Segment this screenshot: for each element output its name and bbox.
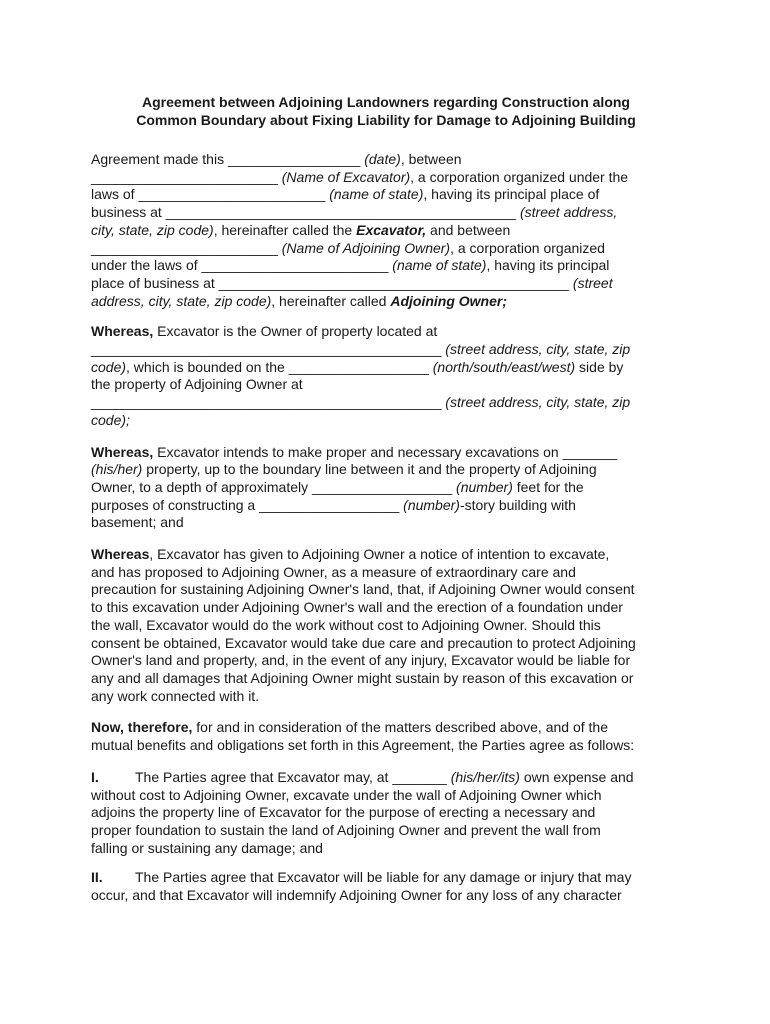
- clause-1: I. The Parties agree that Excavator may, at _______ (his/her/its) own expense and without cost to Adjoining Owner, excavate under the wall of Adjoining Owner which adjoins the property line of Excavator for the purpose of erecting a necessary and proper foundation to sustain the land of Adjoining Owner and prevent the wall from falling or sustaining any damage; and: [91, 768, 634, 856]
- parties-paragraph: Agreement made this _________________ (date), between ________________________ (Name of Excavator), a corporation organized under the laws of ________________________ (name of state), having its principal place of business at _____________________________________________ (street address, city, state, zip code), hereinafter called the Excavator, and between ________________________ (Name of Adjoining Owner), a corporation organized under the laws of ________________________ (name of state), having its principal place of business at _____________________________________________ (street address, city, state, zip code), hereinafter called Adjoining Owner;: [91, 151, 629, 309]
- whereas-notice-paragraph: Whereas, Excavator has given to Adjoining Owner a notice of intention to excavate, and has proposed to Adjoining Owner, as a measure of extraordinary care and precaution for sustaining Adjoining Owner's land, that, if Adjoining Owner would consent to this excavation under Adjoining Owner's wall and the erection of a foundation under the wall, Excavator would do the work without cost to Adjoining Owner. Should this consent be obtained, Excavator would take due care and precaution to protect Adjoining Owner's land and property, and, in the event of any injury, Excavator would be liable for any and all damages that Adjoining Owner might sustain by reason of this excavation or any work connected with it.: [91, 546, 636, 704]
- pronoun-blank[interactable]: _______: [562, 443, 618, 460]
- adjoining-property-address-blank[interactable]: _____________________________________________: [91, 394, 442, 411]
- direction-blank[interactable]: __________________: [288, 358, 429, 375]
- adjoining-owner-name-blank[interactable]: ________________________: [91, 239, 278, 256]
- whereas-excavation-paragraph: Whereas, Excavator intends to make proper and necessary excavations on _______ (his/her) property, up to the boundary line between it and the property of Adjoining Owner, to a depth of approximately __________________ (number) feet for the purposes of constructing a __________________ (number)-story building with basement; and: [91, 443, 618, 531]
- document-page: [91, 93, 681, 905]
- whereas-property-paragraph: Whereas, Excavator is the Owner of property located at _____________________________________________ (street address, city, state, zip code), which is bounded on the __________________ (north/south/east/west) side by the property of Adjoining Owner at _____________________________________________ (street address, city, state, zip code);: [91, 323, 631, 428]
- property-address-blank[interactable]: _____________________________________________: [91, 341, 442, 358]
- excavator-name-blank[interactable]: ________________________: [91, 168, 278, 185]
- depth-blank[interactable]: __________________: [312, 478, 453, 495]
- clause-1-number: I.: [91, 768, 99, 785]
- excavator-state-blank[interactable]: ________________________: [138, 186, 326, 203]
- adjoining-owner-address-blank[interactable]: _____________________________________________: [218, 274, 570, 291]
- clause-2-number: II.: [91, 869, 103, 886]
- document-title: [91, 93, 681, 129]
- excavator-address-blank[interactable]: _____________________________________________: [165, 204, 517, 221]
- date-blank[interactable]: _________________: [227, 151, 361, 167]
- title-line-1: Agreement between Adjoining Landowners regarding Construction along: [142, 94, 630, 110]
- stories-blank[interactable]: __________________: [259, 496, 400, 513]
- clause-2: II. The Parties agree that Excavator will be liable for any damage or injury that may occur, and that Excavator will indemnify Adjoining Owner for any loss of any character: [91, 869, 632, 904]
- now-therefore-paragraph: Now, therefore, for and in consideration of the matters described above, and of the mutual benefits and obligations set forth in this Agreement, the Parties agree as follows:: [91, 719, 635, 754]
- pronoun-expense-blank[interactable]: _______: [392, 768, 447, 785]
- title-line-2: Common Boundary about Fixing Liability for Damage to Adjoining Building: [136, 112, 636, 128]
- adjoining-owner-state-blank[interactable]: ________________________: [201, 257, 389, 274]
